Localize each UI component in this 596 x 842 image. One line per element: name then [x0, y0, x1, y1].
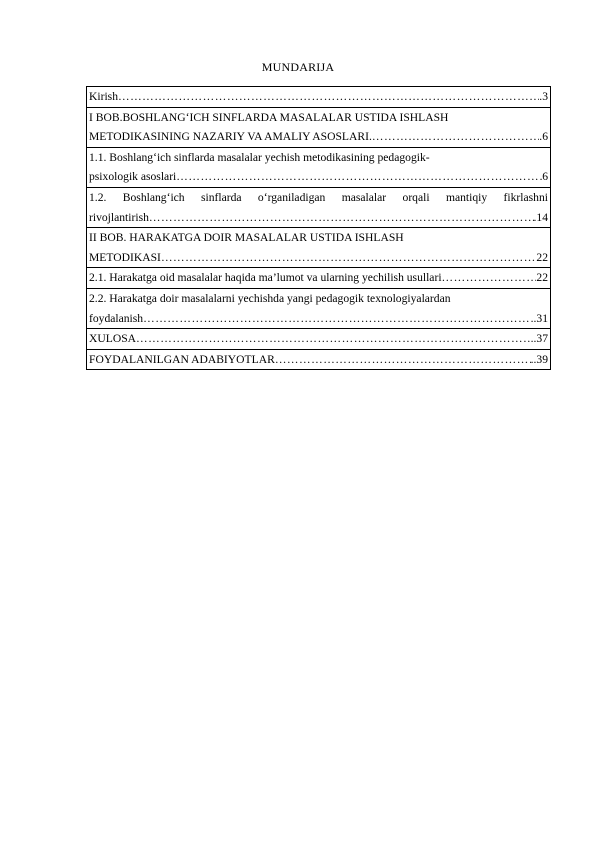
toc-entry[interactable] [89, 329, 548, 349]
toc-entry-title-line1: 1.2. Boshlang‘ich sinflarda o‘rganiladigan masalalar orqali mantiqiy fikrlashni [89, 190, 548, 204]
toc-row-section-2-2 [87, 288, 551, 328]
dot-leader [143, 309, 531, 329]
dot-leader [118, 87, 539, 107]
toc-entry[interactable] [89, 268, 548, 288]
dot-leader [372, 127, 539, 147]
toc-entry[interactable] [89, 208, 548, 228]
toc-page-number: ..39 [530, 352, 548, 366]
toc-entry[interactable] [89, 127, 548, 147]
toc-entry-title: foydalanish [89, 311, 144, 325]
toc-entry[interactable] [89, 248, 548, 268]
toc-entry-title-line1: 2.2. Harakatga doir masalalarni yechishda yangi pedagogik texnologiyalardan [89, 291, 451, 305]
toc-page-number: ..31 [530, 311, 548, 325]
toc-page-number: 6 [542, 170, 548, 184]
dot-leader [161, 248, 536, 268]
toc-page-number: 22 [536, 271, 548, 285]
toc-page-number: .3 [539, 90, 548, 103]
dot-leader [275, 350, 531, 370]
toc-cell [87, 288, 551, 328]
toc-page-number: 22 [536, 250, 548, 264]
toc-row-section-1-1 [87, 147, 551, 187]
page-title: MUNDARIJA [261, 60, 335, 74]
toc-cell [87, 107, 551, 147]
toc-page-number: ..37 [530, 332, 548, 346]
toc-row-chapter-1 [87, 107, 551, 147]
toc-row-chapter-2 [87, 228, 551, 268]
toc-entry-title: Kirish [89, 90, 118, 103]
toc-entry-title: METODIKASINING NAZARIY VA AMALIY ASOSLARI. [89, 130, 372, 144]
toc-cell [87, 228, 551, 268]
toc-entry-title: XULOSA [89, 332, 137, 346]
toc-entry-title: psixologik asoslari [89, 170, 177, 184]
dot-leader [176, 167, 542, 187]
toc-entry[interactable] [89, 309, 548, 329]
toc-entry[interactable] [89, 167, 548, 187]
toc-entry-title: FOYDALANILGAN ADABIYOTLAR [89, 352, 275, 366]
toc-entry-title: METODIKASI [89, 250, 161, 264]
toc-entry-title-line1: II BOB. HARAKATGA DOIR MASALALAR USTIDA ISHLASH [89, 231, 404, 245]
toc-cell [87, 87, 551, 108]
dot-leader [442, 268, 537, 288]
toc-row-bibliography [87, 349, 551, 370]
toc-cell [87, 147, 551, 187]
toc-row-section-2-1 [87, 268, 551, 289]
toc-entry-title-line1: 1.1. Boshlang‘ich sinflarda masalalar yechish metodikasining pedagogik- [89, 150, 430, 164]
toc-entry-title-line1: I BOB.BOSHLANG‘ICH SINFLARDA MASALALAR USTIDA ISHLASH [89, 110, 449, 124]
toc-entry[interactable] [89, 87, 548, 107]
toc-cell [87, 349, 551, 370]
toc-entry[interactable] [89, 350, 548, 370]
toc-entry-title: rivojlantirish [89, 210, 149, 224]
table-of-contents [86, 86, 551, 370]
toc-cell [87, 268, 551, 289]
toc-row-kirish [87, 87, 551, 108]
toc-page-number: .6 [539, 130, 548, 144]
toc-cell [87, 187, 551, 227]
toc-cell [87, 329, 551, 350]
toc-page-number: .14 [533, 210, 548, 224]
toc-entry-title: 2.1. Harakatga oid masalalar haqida ma’lumot va ularning yechilish usullari [89, 271, 442, 285]
toc-row-xulosa [87, 329, 551, 350]
toc-row-section-1-2 [87, 187, 551, 227]
dot-leader [136, 329, 531, 349]
dot-leader [149, 208, 534, 228]
